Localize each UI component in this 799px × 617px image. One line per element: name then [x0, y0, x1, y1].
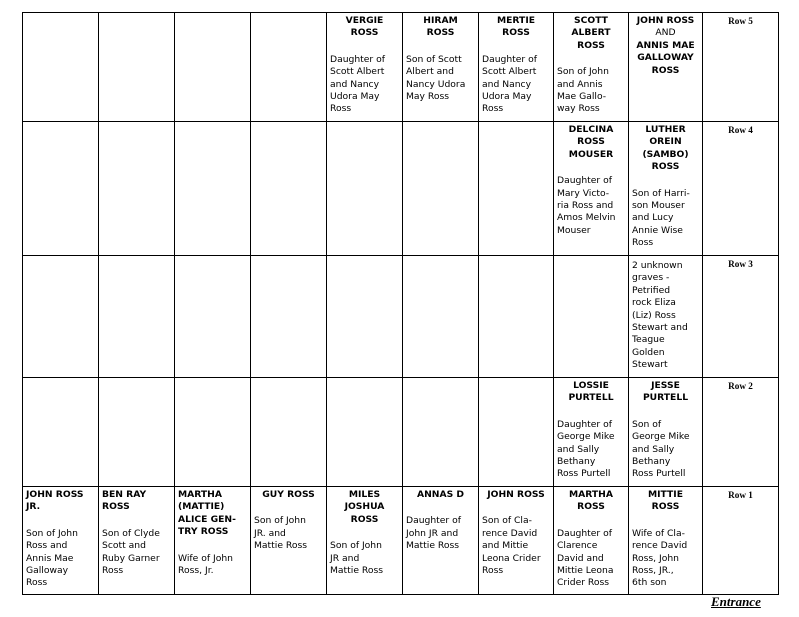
person-name-line: ANNAS D	[416, 489, 465, 500]
person-name-line: JOHN ROSS	[636, 15, 695, 26]
relation-description: Son of Harri- son Mouser and Lucy Annie Wise Ross	[632, 187, 690, 249]
name-conjunction: AND	[655, 27, 676, 39]
person-name-line: MARTHA ROSS	[569, 489, 613, 513]
empty-grave-cell	[23, 378, 99, 487]
person-name	[26, 489, 95, 514]
relation-description: Wife of Cla- rence David Ross, John Ross, JR., 6th son	[632, 527, 688, 589]
relation-description: Daughter of Mary Victo- ria Ross and Amos Melvin Mouser	[557, 175, 616, 236]
grave-cell	[327, 487, 403, 595]
empty-grave-cell	[23, 13, 99, 122]
person-name-line: GUY ROSS	[262, 489, 315, 500]
grave-cell	[479, 487, 554, 595]
empty-grave-cell	[251, 256, 327, 378]
empty-grave-cell	[251, 13, 327, 122]
grave-cell	[554, 13, 629, 122]
grave-cell	[479, 13, 554, 122]
empty-grave-cell	[554, 256, 629, 378]
relation-description: Daughter of John JR and Mattie Ross	[406, 515, 461, 552]
grid-row	[23, 487, 779, 595]
grave-cell	[175, 487, 251, 595]
person-name-line: HIRAM ROSS	[423, 15, 458, 39]
grave-cell	[327, 13, 403, 122]
person-name-line: JOHN ROSS	[487, 489, 545, 500]
row-label: Row 2	[703, 378, 779, 487]
relation-description: Daughter of Scott Albert and Nancy Udora May Ross	[330, 53, 385, 115]
grid-row	[23, 122, 779, 256]
empty-grave-cell	[327, 378, 403, 487]
relation-description: Son of George Mike and Sally Bethany Ross Purtell	[632, 418, 690, 480]
empty-grave-cell	[403, 378, 479, 487]
empty-grave-cell	[403, 122, 479, 256]
person-name	[330, 15, 399, 40]
empty-grave-cell	[327, 122, 403, 256]
empty-grave-cell	[23, 256, 99, 378]
grave-cell	[629, 13, 703, 122]
grave-cell	[554, 487, 629, 595]
grave-cell	[554, 122, 629, 256]
grave-cell	[629, 256, 703, 378]
empty-grave-cell	[251, 122, 327, 256]
person-name-line: SCOTT ALBERT ROSS	[571, 15, 611, 51]
person-name	[632, 489, 699, 514]
person-name	[557, 380, 625, 405]
person-name	[102, 489, 171, 514]
relation-description: Son of Scott Albert and Nancy Udora May Ross	[406, 53, 466, 103]
person-name-line: BEN RAY ROSS	[102, 489, 147, 513]
person-name-line: LUTHER OREIN (SAMBO) ROSS	[642, 124, 689, 173]
grave-cell	[23, 487, 99, 595]
person-name-line: ANNIS MAE GALLOWAY ROSS	[636, 39, 695, 76]
person-name	[254, 489, 323, 501]
empty-grave-cell	[175, 13, 251, 122]
person-name	[632, 124, 699, 174]
person-name	[557, 124, 625, 161]
relation-description: Son of John JR. and Mattie Ross	[254, 515, 308, 552]
row-label: Row 1	[703, 487, 779, 595]
empty-grave-cell	[23, 122, 99, 256]
relation-description: Daughter of Scott Albert and Nancy Udora May Ross	[482, 53, 537, 115]
empty-grave-cell	[251, 378, 327, 487]
person-name-line: JOHN ROSS JR.	[26, 489, 84, 513]
empty-grave-cell	[479, 378, 554, 487]
person-name-line: JESSE PURTELL	[642, 380, 689, 404]
person-name-line: MERTIE ROSS	[496, 15, 536, 39]
person-name	[178, 489, 247, 539]
empty-grave-cell	[175, 122, 251, 256]
empty-grave-cell	[99, 122, 175, 256]
grave-cell	[251, 487, 327, 595]
person-name-line: VERGIE ROSS	[345, 15, 384, 39]
person-name-line: MITTIE ROSS	[647, 489, 683, 513]
empty-grave-cell	[327, 256, 403, 378]
row-label: Row 3	[703, 256, 779, 378]
person-name	[482, 489, 550, 501]
empty-grave-cell	[99, 13, 175, 122]
person-name	[632, 380, 699, 405]
relation-description: Son of John and Annis Mae Gallo- way Ross	[557, 66, 609, 115]
grave-cell	[629, 122, 703, 256]
relation-description: Son of Clyde Scott and Ruby Garner Ross	[102, 527, 160, 577]
entrance-label: Entrance	[711, 594, 761, 609]
person-name	[632, 15, 699, 77]
empty-grave-cell	[175, 378, 251, 487]
empty-grave-cell	[479, 256, 554, 378]
relation-description: Son of John Ross and Annis Mae Galloway Ross	[26, 527, 78, 589]
person-name	[557, 489, 625, 514]
person-name	[406, 15, 475, 40]
person-name	[406, 489, 475, 501]
row-label: Row 5	[703, 13, 779, 122]
grave-plot-grid	[22, 12, 779, 595]
empty-grave-cell	[403, 256, 479, 378]
grave-cell	[629, 487, 703, 595]
person-name-line: LOSSIE PURTELL	[568, 380, 614, 404]
empty-grave-cell	[479, 122, 554, 256]
relation-description: Son of John JR and Mattie Ross	[330, 540, 384, 577]
person-name-line: MARTHA (MATTIE) ALICE GEN- TRY ROSS	[178, 489, 236, 538]
grid-row	[23, 13, 779, 122]
grave-cell	[403, 13, 479, 122]
empty-grave-cell	[99, 256, 175, 378]
empty-grave-cell	[175, 256, 251, 378]
person-name-line: DELCINA ROSS MOUSER	[568, 124, 614, 160]
grid-row	[23, 378, 779, 487]
person-name	[330, 489, 399, 526]
grid-row	[23, 256, 779, 378]
grave-note: 2 unknown graves - Petrified rock Eliza (Liz) Ross Stewart and Teague Golden Stewart	[632, 260, 688, 371]
empty-grave-cell	[99, 378, 175, 487]
grave-cell	[629, 378, 703, 487]
relation-description: Son of Cla- rence David and Mittie Leona Crider Ross	[482, 515, 541, 577]
person-name	[482, 15, 550, 40]
relation-description: Daughter of George Mike and Sally Bethany Ross Purtell	[557, 418, 615, 480]
person-name-line: MILES JOSHUA ROSS	[344, 489, 385, 525]
grave-cell	[99, 487, 175, 595]
relation-description: Wife of John Ross, Jr.	[178, 552, 233, 577]
row-label: Row 4	[703, 122, 779, 256]
person-name	[557, 15, 625, 52]
grave-cell	[403, 487, 479, 595]
relation-description: Daughter of Clarence David and Mittie Leona Crider Ross	[557, 527, 614, 589]
grave-cell	[554, 378, 629, 487]
